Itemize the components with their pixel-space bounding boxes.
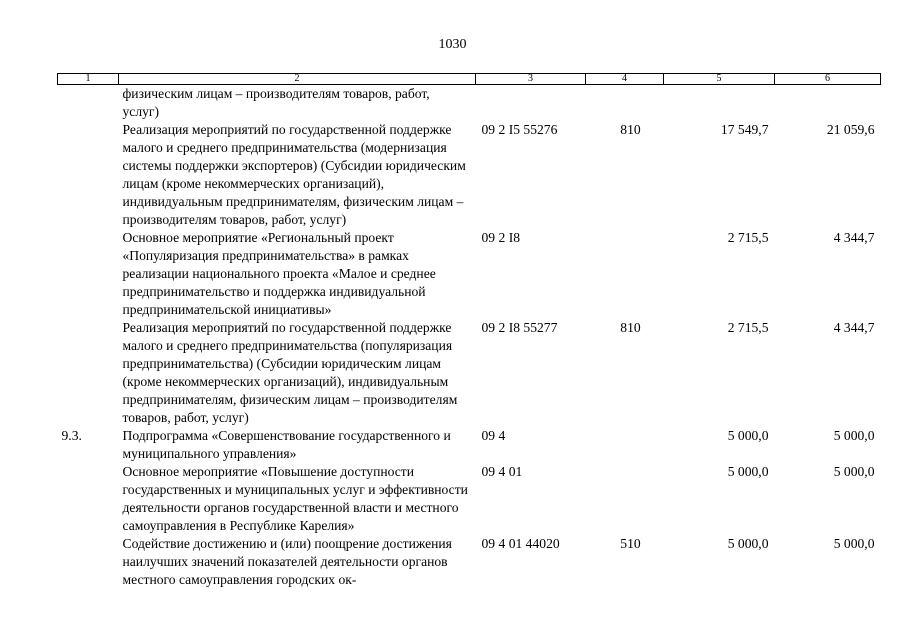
- row-name: Основное мероприятие «Региональный проект «Популяризация предпринимательства» в рамках реализации национального проекта «Малое и среднее предпринимательство и поддержка индивидуальной предпринимательской инициативы»: [122, 230, 436, 317]
- row-amount-1: 5 000,0: [727, 464, 769, 479]
- row-code: 09 4 01 44020: [481, 536, 560, 551]
- row-number: [58, 535, 119, 589]
- row-code: 09 2 I8: [481, 230, 521, 245]
- row-amount-1: 5 000,0: [727, 536, 769, 551]
- row-amount-2: 5 000,0: [833, 536, 875, 551]
- row-expense-type: 810: [620, 320, 641, 335]
- row-number: [58, 229, 119, 319]
- table-row: [58, 463, 881, 535]
- row-code: 09 2 I5 55276: [481, 122, 558, 137]
- row-name: физическим лицам – производителям товаров, работ, услуг): [122, 86, 430, 119]
- row-amount-2: 21 059,6: [826, 122, 875, 137]
- column-header: 4: [586, 74, 664, 85]
- row-amount-2: 4 344,7: [833, 230, 875, 245]
- table-row: [58, 319, 881, 427]
- header-row: [58, 74, 881, 85]
- row-expense-type: [586, 229, 664, 319]
- row-name: Реализация мероприятий по государственной поддержке малого и среднего предпринимательства (популяризация предпринимательства) (Субсидии юридическим лицам (кроме некоммерческих организаций), индивидуальным предпринимателям, физическим лицам – производителям товаров, работ, услуг): [122, 320, 458, 425]
- table-row: [58, 229, 881, 319]
- row-number: [58, 85, 119, 122]
- row-amount-2: [775, 85, 881, 122]
- row-code: 09 4: [481, 428, 506, 443]
- column-header: 3: [476, 74, 586, 85]
- row-number: [58, 121, 119, 229]
- row-amount-2: 5 000,0: [833, 464, 875, 479]
- row-number: [58, 319, 119, 427]
- page-number: 1030: [438, 37, 467, 52]
- row-name: Основное мероприятие «Повышение доступности государственных и муниципальных услуг и эффективности деятельности органов государственной власти и местного самоуправления в Республике Карелия»: [122, 464, 468, 533]
- row-name: Подпрограмма «Совершенствование государственного и муниципального управления»: [122, 428, 451, 461]
- column-header: 1: [58, 74, 119, 85]
- row-number: [58, 463, 119, 535]
- row-expense-type: [586, 427, 664, 463]
- row-code: 09 2 I8 55277: [481, 320, 558, 335]
- table-row: [58, 85, 881, 122]
- row-amount-1: 2 715,5: [727, 320, 769, 335]
- row-amount-2: 5 000,0: [833, 428, 875, 443]
- row-amount-1: 2 715,5: [727, 230, 769, 245]
- row-expense-type: 510: [620, 536, 641, 551]
- row-expense-type: 810: [620, 122, 641, 137]
- row-amount-1: 5 000,0: [727, 428, 769, 443]
- row-expense-type: [586, 463, 664, 535]
- row-expense-type: [586, 85, 664, 122]
- table-row: [58, 535, 881, 589]
- row-name: Реализация мероприятий по государственной поддержке малого и среднего предпринимательства (модернизация системы поддержки экспортеров) (Субсидии юридическим лицам (кроме некоммерческих организаций), индивидуальным предпринимателям, физическим лицам – производителям товаров, работ, услуг): [122, 122, 466, 227]
- row-code: [476, 85, 586, 122]
- column-header: 6: [775, 74, 881, 85]
- row-code: 09 4 01: [481, 464, 523, 479]
- row-amount-1: 17 549,7: [720, 122, 769, 137]
- row-amount-1: [664, 85, 775, 122]
- row-amount-2: 4 344,7: [833, 320, 875, 335]
- table-row: [58, 121, 881, 229]
- row-number: 9.3.: [61, 428, 82, 443]
- table-row: [58, 427, 881, 463]
- column-header: 5: [664, 74, 775, 85]
- budget-table: [57, 73, 881, 589]
- column-header: 2: [119, 74, 476, 85]
- row-name: Содействие достижению и (или) поощрение достижения наилучших значений показателей деятельности органов местного самоуправления городских ок-: [122, 536, 452, 587]
